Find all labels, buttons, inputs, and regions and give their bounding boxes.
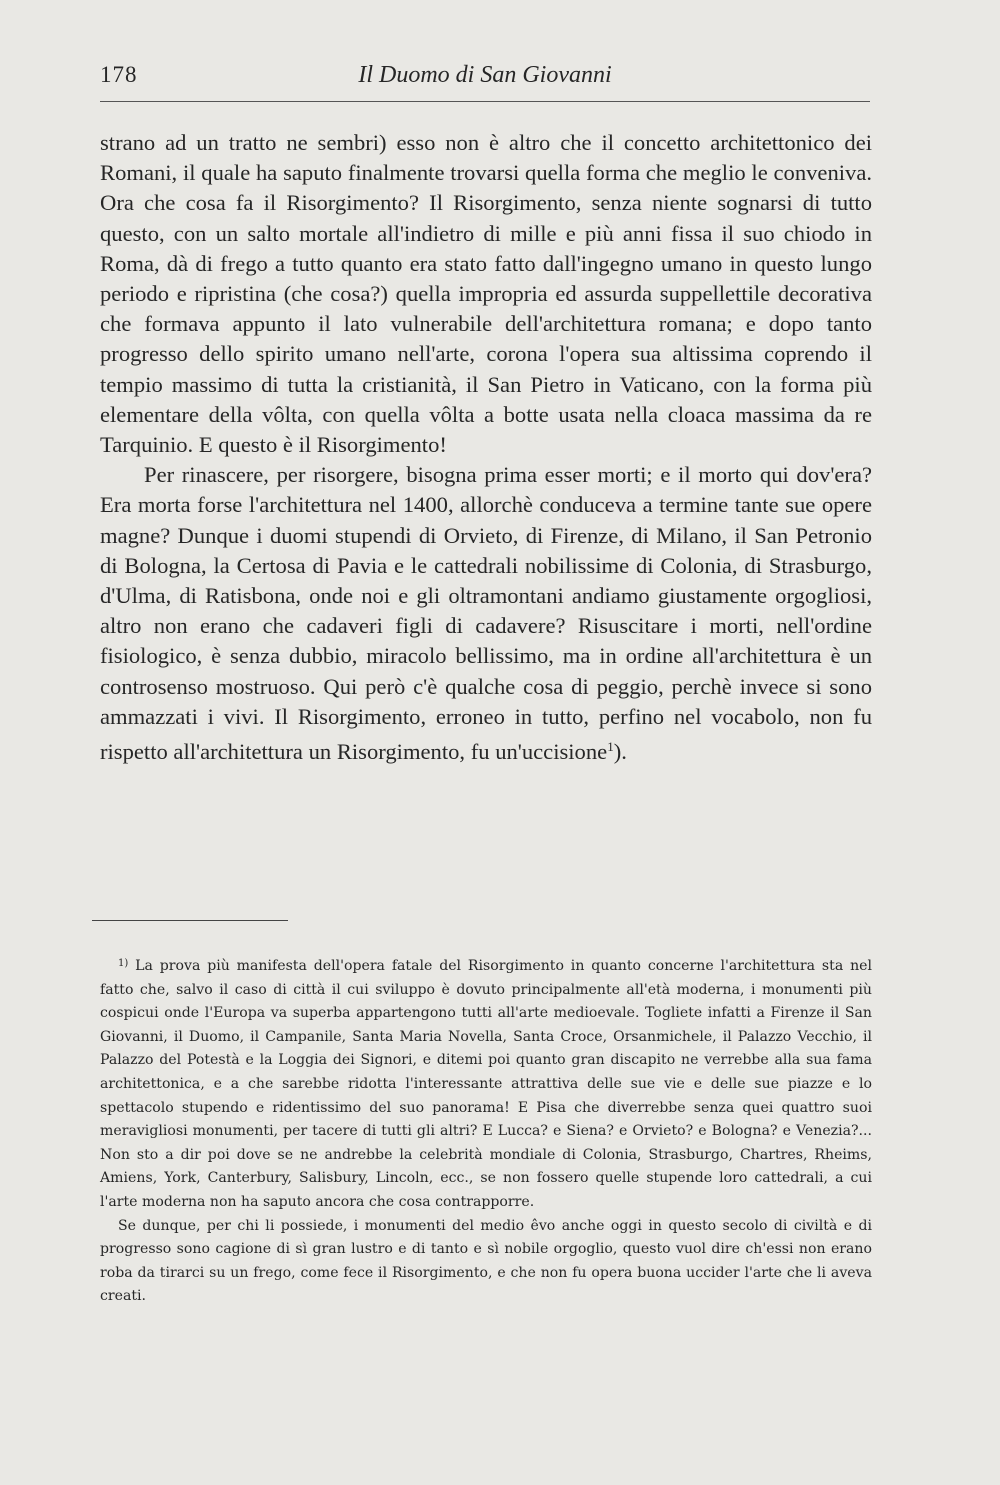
main-text (100, 128, 872, 767)
running-title: Il Duomo di San Giovanni (358, 62, 612, 88)
paragraph-2 (100, 460, 872, 767)
page-header (100, 62, 870, 96)
paragraph-1: strano ad un tratto ne sembri) esso non è altro che il concetto architettonico dei Romani, il quale ha saputo finalmente trovarsi quella forma che meglio le conveniva. Ora che cosa fa il Risorgimento? Il Risorgimento, senza niente sognarsi di tutto questo, con un salto mortale all'indietro di mille e più anni fissa il suo chiodo in Roma, dà di frego a tutto quanto era stato fatto dall'ingegno umano in questo lungo periodo e ripristina (che cosa?) quella impropria ed assurda suppellettile decorativa che formava appunto il lato vulnerabile dell'architettura romana; e dopo tanto progresso dello spirito umano nell'arte, corona l'opera sua altissima coprendo il tempio massimo di tutta la cristianità, il San Pietro in Vaticano, con la forma più elementare della vôlta, con quella vôlta a botte usata nella cloaca massima da re Tarquinio. E questo è il Risorgimento! (100, 130, 872, 458)
footnote-1 (100, 952, 872, 1215)
paragraph-2-end: ). (613, 739, 627, 765)
footnote-rule (92, 920, 288, 921)
footnote-1-text: La prova più manifesta dell'opera fatale del Risorgimento in quanto concerne l'architettura sta nel fatto che, salvo il caso di città il cui sviluppo è dovuto principalmente all'età moderna, i monumenti più cospicui onde l'Europa va superba appartengono tutti all'arte medioevale. Togliete infatti a Firenze il San Giovanni, il Duomo, il Campanile, Santa Maria Novella, Santa Croce, Orsanmichele, il Palazzo Vecchio, il Palazzo del Potestà e la Loggia dei Signori, e ditemi poi quanto gran discapito ne verrebbe alla sua fama architettonica, e a che sarebbe ridotta l'interessante attrattiva delle sue vie e delle sue piazze e lo spettacolo stupendo e ridentissimo del suo panorama! E Pisa che diverrebbe senza quei quattro suoi meravigliosi monumenti, per tacere di tutti gli altri? E Lucca? e Siena? e Orvieto? e Bologna? e Venezia?... Non sto a dir poi dove se ne andrebbe la celebrità mondiale di Colonia, Strasburgo, Chartres, Rheims, Amiens, York, Canterbury, Salisbury, Lincoln, ecc., se non fossero quelle stupende loro cattedrali, a cui l'arte moderna non ha saputo ancora che cosa contrapporre. (100, 958, 873, 1210)
footnotes (100, 952, 872, 1309)
header-rule (100, 101, 870, 102)
footnote-1-continued: Se dunque, per chi li possiede, i monumenti del medio êvo anche oggi in questo secolo di civiltà e di progresso sono cagione di sì gran lustro e di tanto e sì nobile orgoglio, questo vuol dire ch'essi non erano roba da tirarci su un frego, come fece il Risorgimento, e che non fu opera buona uccider l'arte che li aveva creati. (100, 1217, 872, 1305)
footnote-reference: 1 (607, 739, 614, 755)
page-number: 178 (100, 62, 138, 87)
paragraph-2-text: Per rinascere, per risorgere, bisogna prima esser morti; e il morto qui dov'era? Era morta forse l'architettura nel 1400, allorchè conduceva a termine tante sue opere magne? Dunque i duomi stupendi di Orvieto, di Firenze, di Milano, il San Petronio di Bologna, la Certosa di Pavia e le cattedrali nobilissime di Colonia, di Strasburgo, d'Ulma, di Ratisbona, onde noi e gli oltramontani andiamo giustamente orgogliosi, altro non erano che cadaveri figli di cadavere? Risuscitare i morti, nell'ordine fisiologico, è senza dubbio, miracolo bellissimo, ma in ordine all'architettura è un controsenso mostruoso. Qui però c'è qualche cosa di peggio, perchè invece si sono ammazzati i vivi. Il Risorgimento, erroneo in tutto, perfino nel vocabolo, non fu rispetto all'architettura un Risorgimento, fu un'uccisione (100, 462, 872, 765)
footnote-marker: 1) (118, 958, 129, 969)
